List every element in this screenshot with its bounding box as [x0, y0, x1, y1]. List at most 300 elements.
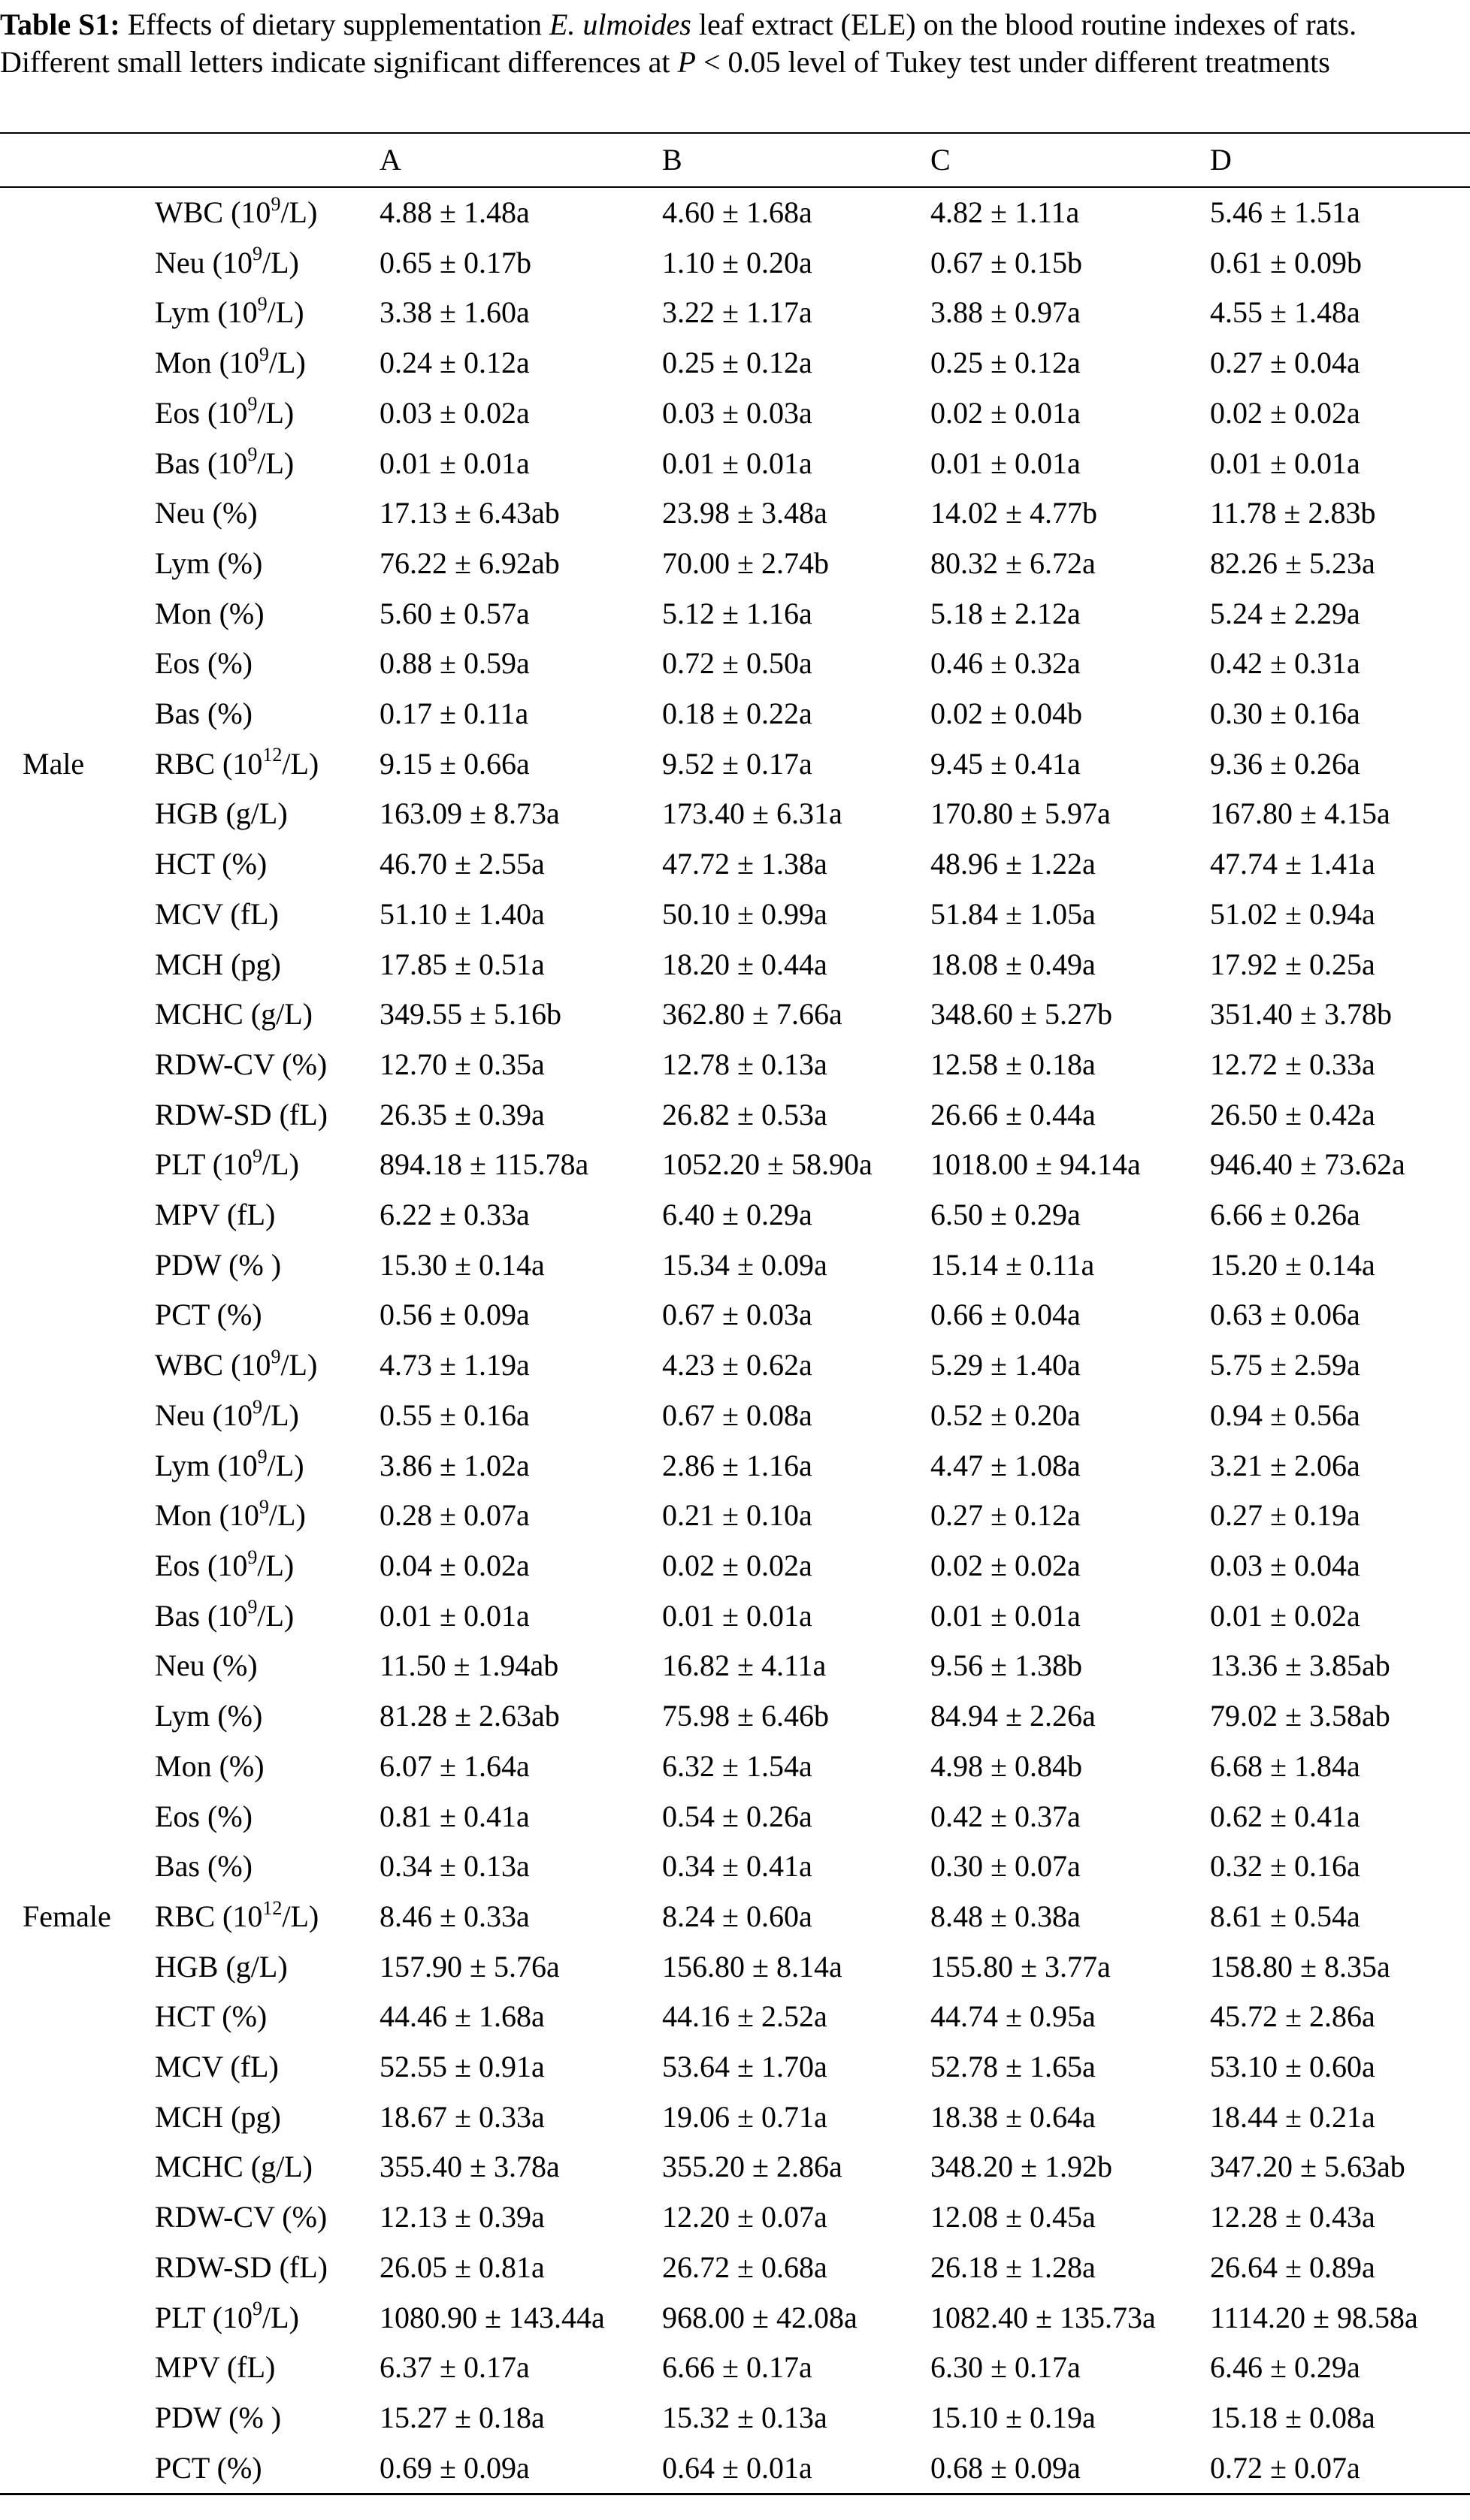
value-cell-d: 0.61 ± 0.09b: [1210, 245, 1362, 279]
value-cell-d: 946.40 ± 73.62a: [1210, 1147, 1405, 1182]
value-cell-d: 6.46 ± 0.29a: [1210, 2350, 1360, 2385]
index-name-cell: [147, 2100, 281, 2134]
value-cell-c: 0.25 ± 0.12a: [930, 346, 1081, 380]
value-cell-c: 12.08 ± 0.45a: [930, 2200, 1096, 2234]
index-name-cell: [147, 1398, 299, 1432]
value-cell-a: 6.37 ± 0.17a: [380, 2350, 530, 2385]
value-cell-b: 26.82 ± 0.53a: [662, 1097, 827, 1132]
value-cell-a: 0.34 ± 0.13a: [380, 1849, 530, 1884]
index-name: Bas (%): [155, 1849, 253, 1884]
unit-exponent: 9: [271, 195, 281, 215]
index-name-cell: [147, 295, 304, 329]
index-name: MCV (fL): [155, 896, 279, 931]
value-cell-b: 50.10 ± 0.99a: [662, 896, 827, 931]
table-row: [0, 288, 1470, 338]
index-name-cell: [147, 195, 317, 229]
header-group-c: C: [930, 143, 951, 177]
value-cell-d: 45.72 ± 2.86a: [1210, 1999, 1375, 2034]
table-row: [0, 990, 1470, 1040]
value-cell-d: 351.40 ± 3.78b: [1210, 997, 1392, 1032]
value-cell-b: 18.20 ± 0.44a: [662, 947, 827, 981]
value-cell-a: 26.35 ± 0.39a: [380, 1097, 545, 1132]
index-name: HCT (%): [155, 847, 268, 881]
table-row: [0, 1040, 1470, 1090]
table-row: [0, 1290, 1470, 1340]
value-cell-c: 348.60 ± 5.27b: [930, 997, 1112, 1032]
value-cell-c: 5.18 ± 2.12a: [930, 596, 1081, 630]
table-row: [0, 1842, 1470, 1892]
index-name: Lym (10: [155, 295, 258, 330]
value-cell-d: 13.36 ± 3.85ab: [1210, 1648, 1390, 1683]
value-cell-c: 170.80 ± 5.97a: [930, 796, 1111, 831]
table-row: [0, 1240, 1470, 1291]
value-cell-a: 46.70 ± 2.55a: [380, 847, 545, 881]
value-cell-a: 355.40 ± 3.78a: [380, 2150, 560, 2184]
table-row: [0, 940, 1470, 990]
value-cell-b: 1.10 ± 0.20a: [662, 245, 812, 279]
index-name: RBC (10: [155, 1899, 263, 1933]
index-name: RDW-SD (fL): [155, 2250, 328, 2284]
unit-suffix: /L): [282, 1899, 319, 1933]
value-cell-b: 968.00 ± 42.08a: [662, 2300, 858, 2334]
value-cell-a: 3.38 ± 1.60a: [380, 295, 530, 330]
index-name: RDW-SD (fL): [155, 1097, 328, 1132]
value-cell-b: 0.02 ± 0.02a: [662, 1548, 812, 1582]
index-name-cell: [147, 947, 281, 981]
index-name: RDW-CV (%): [155, 2200, 328, 2234]
value-cell-c: 44.74 ± 0.95a: [930, 1999, 1096, 2034]
value-cell-a: 0.69 ± 0.09a: [380, 2450, 530, 2485]
value-cell-a: 6.07 ± 1.64a: [380, 1748, 530, 1783]
value-cell-c: 15.10 ± 0.19a: [930, 2400, 1096, 2434]
value-cell-d: 15.20 ± 0.14a: [1210, 1247, 1375, 1282]
table-row: [0, 789, 1470, 839]
value-cell-b: 15.34 ± 0.09a: [662, 1247, 827, 1282]
male-group: [0, 187, 1470, 1340]
unit-suffix: /L): [262, 2300, 299, 2334]
value-cell-c: 0.42 ± 0.37a: [930, 1799, 1081, 1833]
table-row: [0, 1391, 1470, 1441]
unit-suffix: /L): [267, 1448, 304, 1482]
value-cell-b: 4.23 ± 0.62a: [662, 1348, 812, 1382]
index-name: MCHC (g/L): [155, 2150, 313, 2184]
index-name: PCT (%): [155, 2450, 262, 2485]
header-sex: [0, 133, 147, 187]
value-cell-d: 0.27 ± 0.19a: [1210, 1498, 1360, 1533]
index-name-cell: [147, 1899, 319, 1933]
unit-exponent: 9: [253, 2300, 263, 2320]
table-row: [0, 238, 1470, 289]
value-cell-a: 0.04 ± 0.02a: [380, 1548, 530, 1582]
value-cell-d: 12.28 ± 0.43a: [1210, 2200, 1375, 2234]
index-name: Mon (10: [155, 1498, 259, 1533]
value-cell-b: 3.22 ± 1.17a: [662, 295, 812, 330]
index-name-cell: [147, 2301, 299, 2334]
index-name-cell: [147, 2350, 275, 2384]
value-cell-b: 0.01 ± 0.01a: [662, 446, 812, 480]
value-cell-d: 79.02 ± 3.58ab: [1210, 1699, 1390, 1733]
index-name-cell: [147, 696, 253, 730]
table-row: [0, 1641, 1470, 1691]
unit-exponent: 9: [271, 1348, 281, 1367]
index-name-cell: [147, 546, 262, 580]
value-cell-b: 0.21 ± 0.10a: [662, 1498, 812, 1533]
value-cell-a: 349.55 ± 5.16b: [380, 997, 561, 1032]
value-cell-d: 1114.20 ± 98.58a: [1210, 2300, 1418, 2334]
index-name: Bas (10: [155, 1598, 248, 1633]
value-cell-b: 0.34 ± 0.41a: [662, 1849, 812, 1884]
value-cell-a: 1080.90 ± 143.44a: [380, 2300, 605, 2334]
value-cell-a: 0.56 ± 0.09a: [380, 1298, 530, 1332]
value-cell-c: 0.46 ± 0.32a: [930, 646, 1081, 681]
value-cell-c: 80.32 ± 6.72a: [930, 545, 1096, 580]
unit-suffix: /L): [268, 346, 306, 380]
unit-exponent: 9: [259, 1498, 269, 1518]
unit-exponent: 9: [257, 295, 268, 316]
value-cell-c: 18.38 ± 0.64a: [930, 2099, 1096, 2134]
value-cell-d: 9.36 ± 0.26a: [1210, 746, 1360, 781]
value-cell-a: 0.81 ± 0.41a: [380, 1799, 530, 1833]
value-cell-d: 15.18 ± 0.08a: [1210, 2400, 1375, 2434]
value-cell-b: 12.78 ± 0.13a: [662, 1047, 827, 1081]
value-cell-a: 4.88 ± 1.48a: [380, 195, 530, 229]
value-cell-b: 0.01 ± 0.01a: [662, 1598, 812, 1633]
table-caption: [0, 6, 1465, 81]
value-cell-d: 0.94 ± 0.56a: [1210, 1397, 1360, 1432]
value-cell-a: 3.86 ± 1.02a: [380, 1448, 530, 1482]
index-name-cell: [147, 446, 294, 480]
value-cell-a: 0.88 ± 0.59a: [380, 646, 530, 681]
index-name-cell: [147, 1298, 262, 1331]
value-cell-d: 167.80 ± 4.15a: [1210, 796, 1390, 831]
index-name: Eos (10: [155, 1548, 248, 1582]
value-cell-d: 17.92 ± 0.25a: [1210, 947, 1375, 981]
value-cell-b: 4.60 ± 1.68a: [662, 195, 812, 229]
unit-exponent: 9: [259, 346, 269, 365]
value-cell-c: 1018.00 ± 94.14a: [930, 1147, 1141, 1182]
value-cell-c: 0.02 ± 0.04b: [930, 696, 1082, 731]
value-cell-c: 15.14 ± 0.11a: [930, 1247, 1095, 1282]
value-cell-b: 53.64 ± 1.70a: [662, 2050, 827, 2084]
value-cell-b: 0.72 ± 0.50a: [662, 646, 812, 681]
value-cell-d: 6.68 ± 1.84a: [1210, 1748, 1360, 1783]
header-index: [147, 133, 372, 187]
value-cell-c: 5.29 ± 1.40a: [930, 1348, 1081, 1382]
index-name: Mon (%): [155, 1748, 265, 1783]
index-name-cell: [147, 1648, 258, 1682]
table-row: [0, 338, 1470, 388]
index-name-cell: [147, 597, 265, 630]
table-row: [0, 1140, 1470, 1190]
value-cell-c: 0.30 ± 0.07a: [930, 1849, 1081, 1884]
value-cell-c: 52.78 ± 1.65a: [930, 2050, 1096, 2084]
value-cell-b: 70.00 ± 2.74b: [662, 545, 829, 580]
index-name-cell: [147, 897, 279, 931]
value-cell-d: 18.44 ± 0.21a: [1210, 2099, 1375, 2134]
index-name-cell: [147, 246, 299, 279]
index-name-cell: [147, 2200, 327, 2234]
value-cell-d: 53.10 ± 0.60a: [1210, 2050, 1375, 2084]
value-cell-b: 1052.20 ± 58.90a: [662, 1147, 873, 1182]
value-cell-c: 18.08 ± 0.49a: [930, 947, 1096, 981]
table-row: [0, 1541, 1470, 1591]
value-cell-d: 0.03 ± 0.04a: [1210, 1548, 1360, 1582]
value-cell-b: 6.40 ± 0.29a: [662, 1198, 812, 1232]
unit-suffix: /L): [257, 446, 295, 480]
value-cell-b: 0.18 ± 0.22a: [662, 696, 812, 731]
table-row: [0, 1742, 1470, 1792]
index-name: Mon (10: [155, 346, 259, 380]
value-cell-b: 19.06 ± 0.71a: [662, 2099, 827, 2134]
unit-suffix: /L): [267, 295, 304, 330]
index-name: Neu (10: [155, 1397, 253, 1432]
value-cell-a: 11.50 ± 1.94ab: [380, 1648, 559, 1683]
index-name: Lym (10: [155, 1448, 258, 1482]
index-name: Lym (%): [155, 545, 263, 580]
value-cell-c: 84.94 ± 2.26a: [930, 1699, 1096, 1733]
value-cell-c: 6.30 ± 0.17a: [930, 2350, 1081, 2385]
index-name-cell: [147, 2050, 279, 2083]
unit-suffix: /L): [282, 746, 319, 781]
table-row: [0, 1942, 1470, 1993]
index-name: Lym (%): [155, 1699, 263, 1733]
value-cell-a: 0.65 ± 0.17b: [380, 245, 531, 279]
index-name-cell: [147, 1549, 294, 1582]
value-cell-a: 0.01 ± 0.01a: [380, 446, 530, 480]
value-cell-a: 12.13 ± 0.39a: [380, 2200, 545, 2234]
index-name: HGB (g/L): [155, 1949, 288, 1984]
index-name-cell: [147, 1749, 265, 1783]
unit-exponent: 9: [252, 1397, 262, 1418]
value-cell-c: 9.45 ± 0.41a: [930, 746, 1081, 781]
unit-suffix: /L): [257, 1598, 295, 1633]
value-cell-c: 4.82 ± 1.11a: [930, 195, 1080, 229]
table-row: [0, 689, 1470, 739]
value-cell-b: 0.54 ± 0.26a: [662, 1799, 812, 1833]
table-row: [0, 890, 1470, 940]
index-name-cell: [147, 1849, 253, 1883]
unit-exponent: 9: [247, 1548, 258, 1568]
unit-suffix: /L): [268, 1498, 306, 1533]
index-name-cell: [147, 1147, 299, 1181]
value-cell-c: 0.02 ± 0.02a: [930, 1548, 1081, 1582]
unit-suffix: /L): [257, 1548, 295, 1582]
blood-routine-table: [0, 132, 1470, 2495]
value-cell-b: 362.80 ± 7.66a: [662, 997, 842, 1032]
value-cell-d: 0.42 ± 0.31a: [1210, 646, 1360, 681]
index-name: WBC (10: [155, 195, 271, 229]
value-cell-a: 15.30 ± 0.14a: [380, 1247, 545, 1282]
value-cell-a: 12.70 ± 0.35a: [380, 1047, 545, 1081]
sex-group-label: Female: [23, 1899, 111, 1933]
value-cell-a: 0.17 ± 0.11a: [380, 696, 529, 731]
value-cell-a: 0.24 ± 0.12a: [380, 346, 530, 380]
value-cell-d: 3.21 ± 2.06a: [1210, 1448, 1360, 1482]
value-cell-c: 12.58 ± 0.18a: [930, 1047, 1096, 1081]
value-cell-b: 75.98 ± 6.46b: [662, 1699, 829, 1733]
unit-exponent: 9: [247, 446, 258, 466]
header-group-d: D: [1210, 143, 1232, 177]
table-row: [0, 639, 1470, 689]
value-cell-d: 26.64 ± 0.89a: [1210, 2250, 1375, 2284]
value-cell-b: 2.86 ± 1.16a: [662, 1448, 812, 1482]
unit-suffix: /L): [280, 1348, 318, 1382]
value-cell-d: 5.75 ± 2.59a: [1210, 1348, 1360, 1382]
value-cell-b: 26.72 ± 0.68a: [662, 2250, 827, 2284]
value-cell-a: 0.01 ± 0.01a: [380, 1598, 530, 1633]
table-row: [0, 388, 1470, 439]
value-cell-a: 6.22 ± 0.33a: [380, 1198, 530, 1232]
value-cell-c: 3.88 ± 0.97a: [930, 295, 1081, 330]
value-cell-d: 11.78 ± 2.83b: [1210, 496, 1376, 530]
table-row: [0, 2443, 1470, 2494]
value-cell-c: 348.20 ± 1.92b: [930, 2150, 1112, 2184]
value-cell-a: 894.18 ± 115.78a: [380, 1147, 589, 1182]
value-cell-c: 0.52 ± 0.20a: [930, 1397, 1081, 1432]
value-cell-a: 0.28 ± 0.07a: [380, 1498, 530, 1533]
index-name: MCH (pg): [155, 947, 281, 981]
index-name-cell: [147, 1999, 267, 2033]
unit-exponent: 9: [252, 245, 262, 265]
index-name: PLT (10: [155, 2300, 253, 2334]
value-cell-c: 14.02 ± 4.77b: [930, 496, 1097, 530]
value-cell-d: 4.55 ± 1.48a: [1210, 295, 1360, 330]
value-cell-c: 6.50 ± 0.29a: [930, 1198, 1081, 1232]
value-cell-d: 8.61 ± 0.54a: [1210, 1899, 1360, 1933]
value-cell-c: 0.67 ± 0.15b: [930, 245, 1082, 279]
value-cell-c: 4.98 ± 0.84b: [930, 1748, 1082, 1783]
table-row: [0, 2192, 1470, 2243]
value-cell-b: 6.32 ± 1.54a: [662, 1748, 812, 1783]
table-row: [0, 1491, 1470, 1541]
unit-exponent: 9: [253, 1147, 263, 1168]
caption-text-after: < 0.05 level of Tukey test under different treatments: [695, 45, 1330, 79]
header-group-b: B: [662, 143, 682, 177]
index-name: Eos (%): [155, 1799, 253, 1833]
index-name: Neu (%): [155, 1648, 258, 1683]
value-cell-b: 0.03 ± 0.03a: [662, 395, 812, 430]
index-name-cell: [147, 1699, 262, 1733]
index-name: Eos (%): [155, 646, 253, 681]
table-row: [0, 1591, 1470, 1642]
table-row: [0, 1190, 1470, 1240]
index-name-cell: [147, 496, 258, 530]
value-cell-b: 0.67 ± 0.08a: [662, 1397, 812, 1432]
value-cell-d: 0.01 ± 0.02a: [1210, 1598, 1360, 1633]
unit-exponent: 9: [247, 1598, 258, 1618]
value-cell-b: 16.82 ± 4.11a: [662, 1648, 827, 1683]
unit-suffix: /L): [262, 1397, 299, 1432]
value-cell-d: 0.02 ± 0.02a: [1210, 395, 1360, 430]
index-name: MPV (fL): [155, 2350, 276, 2385]
index-name: Eos (10: [155, 395, 248, 430]
table-row: [0, 2243, 1470, 2293]
index-name-cell: [147, 747, 319, 781]
value-cell-a: 4.73 ± 1.19a: [380, 1348, 530, 1382]
index-name-cell: [147, 1248, 281, 1282]
value-cell-c: 0.27 ± 0.12a: [930, 1498, 1081, 1533]
value-cell-b: 0.67 ± 0.03a: [662, 1298, 812, 1332]
index-name-cell: [147, 1449, 304, 1482]
table-row: [0, 2393, 1470, 2443]
value-cell-d: 12.72 ± 0.33a: [1210, 1047, 1375, 1081]
table-row: [0, 1792, 1470, 1842]
value-cell-d: 5.46 ± 1.51a: [1210, 195, 1360, 229]
index-name-cell: [147, 2150, 313, 2183]
index-name-cell: [147, 1198, 275, 1231]
value-cell-d: 0.72 ± 0.07a: [1210, 2450, 1360, 2485]
value-cell-d: 0.30 ± 0.16a: [1210, 696, 1360, 731]
value-cell-c: 4.47 ± 1.08a: [930, 1448, 1081, 1482]
value-cell-b: 5.12 ± 1.16a: [662, 596, 812, 630]
value-cell-d: 5.24 ± 2.29a: [1210, 596, 1360, 630]
table-row: [0, 1090, 1470, 1141]
value-cell-c: 26.18 ± 1.28a: [930, 2250, 1096, 2284]
value-cell-c: 0.01 ± 0.01a: [930, 1598, 1081, 1633]
table-row: [0, 1691, 1470, 1742]
header-group-a: A: [380, 143, 401, 177]
unit-exponent: 12: [262, 746, 283, 766]
value-cell-c: 1082.40 ± 135.73a: [930, 2300, 1156, 2334]
value-cell-c: 48.96 ± 1.22a: [930, 847, 1096, 881]
value-cell-a: 52.55 ± 0.91a: [380, 2050, 545, 2084]
index-name-cell: [147, 796, 288, 830]
table-row: [0, 2293, 1470, 2343]
value-cell-c: 0.02 ± 0.01a: [930, 395, 1081, 430]
value-cell-b: 156.80 ± 8.14a: [662, 1949, 842, 1984]
value-cell-c: 0.66 ± 0.04a: [930, 1298, 1081, 1332]
index-name: MCH (pg): [155, 2099, 281, 2134]
index-name: WBC (10: [155, 1348, 271, 1382]
index-name: HCT (%): [155, 1999, 268, 2034]
index-name-cell: [147, 2250, 328, 2284]
value-cell-b: 6.66 ± 0.17a: [662, 2350, 812, 2385]
value-cell-b: 44.16 ± 2.52a: [662, 1999, 827, 2034]
table-row: [0, 2343, 1470, 2393]
value-cell-a: 26.05 ± 0.81a: [380, 2250, 545, 2284]
value-cell-a: 81.28 ± 2.63ab: [380, 1699, 560, 1733]
index-name: PLT (10: [155, 1147, 253, 1182]
table-label: Table S1:: [0, 8, 120, 41]
value-cell-c: 155.80 ± 3.77a: [930, 1949, 1111, 1984]
index-name: PCT (%): [155, 1298, 262, 1332]
value-cell-a: 17.85 ± 0.51a: [380, 947, 545, 981]
index-name: RBC (10: [155, 746, 263, 781]
value-cell-d: 0.27 ± 0.04a: [1210, 346, 1360, 380]
value-cell-c: 0.68 ± 0.09a: [930, 2450, 1081, 2485]
index-name-cell: [147, 2451, 262, 2485]
unit-suffix: /L): [257, 395, 295, 430]
value-cell-c: 26.66 ± 0.44a: [930, 1097, 1096, 1132]
value-cell-a: 51.10 ± 1.40a: [380, 896, 545, 931]
value-cell-c: 0.01 ± 0.01a: [930, 446, 1081, 480]
value-cell-b: 8.24 ± 0.60a: [662, 1899, 812, 1933]
value-cell-d: 0.62 ± 0.41a: [1210, 1799, 1360, 1833]
table-row: [0, 488, 1470, 539]
value-cell-a: 18.67 ± 0.33a: [380, 2099, 545, 2134]
table-row: [0, 1340, 1470, 1391]
unit-exponent: 9: [257, 1448, 268, 1468]
caption-text-mid: leaf extract (ELE) on the blood routine indexes of rats. Different small letters indicate significant differences at: [0, 8, 1357, 79]
index-name-cell: [147, 997, 313, 1031]
female-group: [0, 1340, 1470, 2494]
index-name: PDW (% ): [155, 1247, 282, 1282]
table-header: [0, 133, 1470, 187]
value-cell-b: 355.20 ± 2.86a: [662, 2150, 842, 2184]
header-row: [0, 133, 1470, 187]
index-name: PDW (% ): [155, 2400, 282, 2434]
value-cell-d: 0.63 ± 0.06a: [1210, 1298, 1360, 1332]
